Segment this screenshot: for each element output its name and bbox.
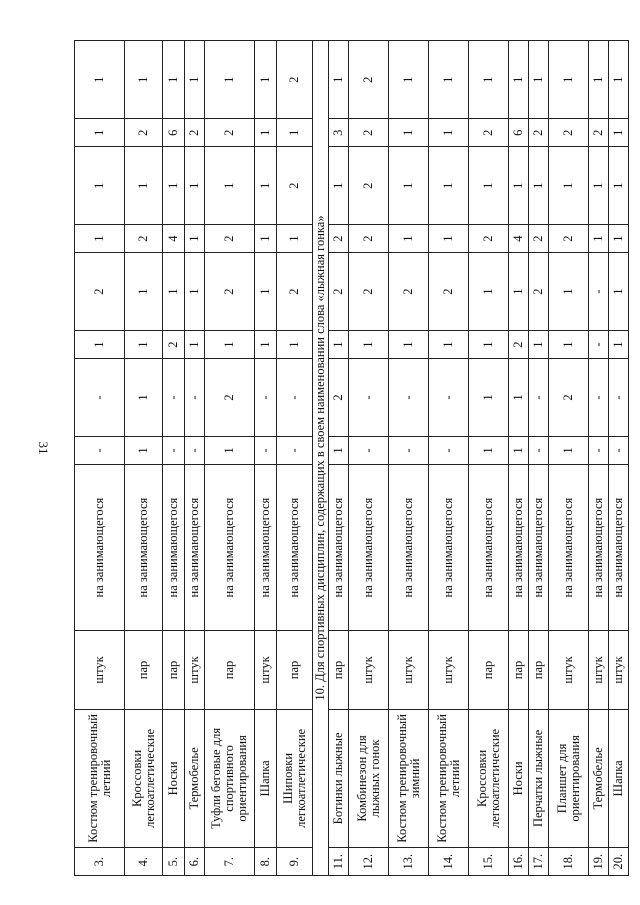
value-cell: 1 xyxy=(549,437,589,465)
value-cell: 1 xyxy=(469,358,509,436)
item-name: Планшет для ориентирования xyxy=(549,709,589,848)
row-number: 9. xyxy=(277,848,313,876)
value-cell: 1 xyxy=(589,225,609,253)
value-cell: 2 xyxy=(389,253,429,331)
value-cell: 1 xyxy=(329,41,349,119)
table-row xyxy=(205,41,255,876)
section-title: 10. Для спортивных дисциплин, содержащих в своем наименовании слова «лыжная гонка» xyxy=(313,41,329,876)
table-row xyxy=(549,41,589,876)
value-cell: 2 xyxy=(469,119,509,147)
item-name: Шапка xyxy=(609,709,629,848)
value-cell: 1 xyxy=(277,331,313,359)
row-number: 3. xyxy=(75,848,125,876)
value-cell: - xyxy=(75,437,125,465)
value-cell: 1 xyxy=(255,147,277,225)
unit: пар xyxy=(125,631,163,709)
purpose: на занимающегося xyxy=(429,464,469,630)
unit: штук xyxy=(349,631,389,709)
value-cell: 2 xyxy=(125,225,163,253)
value-cell: 2 xyxy=(329,225,349,253)
row-number: 18. xyxy=(549,848,589,876)
row-number: 19. xyxy=(589,848,609,876)
purpose: на занимающегося xyxy=(185,464,205,630)
value-cell: 1 xyxy=(389,41,429,119)
table-row xyxy=(429,41,469,876)
item-name: Комбинезон для лыжных гонок xyxy=(349,709,389,848)
value-cell: 2 xyxy=(589,119,609,147)
item-name: Носки xyxy=(509,709,529,848)
value-cell: 1 xyxy=(549,147,589,225)
row-number: 7. xyxy=(205,848,255,876)
row-number: 15. xyxy=(469,848,509,876)
purpose: на занимающегося xyxy=(255,464,277,630)
unit: штук xyxy=(549,631,589,709)
purpose: на занимающегося xyxy=(205,464,255,630)
value-cell: 1 xyxy=(255,41,277,119)
value-cell: - xyxy=(589,437,609,465)
value-cell: 1 xyxy=(509,358,529,436)
value-cell: 1 xyxy=(549,41,589,119)
value-cell: 1 xyxy=(529,147,549,225)
item-name: Шапка xyxy=(255,709,277,848)
value-cell: 2 xyxy=(469,225,509,253)
value-cell: 2 xyxy=(509,331,529,359)
value-cell: 1 xyxy=(469,331,509,359)
value-cell: 2 xyxy=(75,253,125,331)
value-cell: 1 xyxy=(429,331,469,359)
value-cell: 2 xyxy=(529,119,549,147)
purpose: на занимающегося xyxy=(609,464,629,630)
value-cell: - xyxy=(163,437,185,465)
table-row xyxy=(389,41,429,876)
item-name: Костюм тренировочный летний xyxy=(429,709,469,848)
value-cell: - xyxy=(349,358,389,436)
item-name: Ботинки лыжные xyxy=(329,709,349,848)
value-cell: 1 xyxy=(125,147,163,225)
value-cell: 2 xyxy=(205,253,255,331)
item-name: Кроссовки легкоатлетические xyxy=(125,709,163,848)
value-cell: 1 xyxy=(255,119,277,147)
table-row xyxy=(589,41,609,876)
value-cell: 1 xyxy=(329,331,349,359)
row-number: 20. xyxy=(609,848,629,876)
unit: штук xyxy=(75,631,125,709)
value-cell: 1 xyxy=(609,119,629,147)
table-section xyxy=(313,41,329,876)
value-cell: 1 xyxy=(185,147,205,225)
value-cell: 1 xyxy=(75,119,125,147)
table-body-bottom xyxy=(329,41,629,876)
value-cell: - xyxy=(429,437,469,465)
table-row xyxy=(529,41,549,876)
value-cell: - xyxy=(277,358,313,436)
value-cell: 1 xyxy=(429,225,469,253)
purpose: на занимающегося xyxy=(125,464,163,630)
value-cell: 2 xyxy=(349,119,389,147)
table-row xyxy=(75,41,125,876)
unit: пар xyxy=(277,631,313,709)
value-cell: - xyxy=(589,358,609,436)
table-row xyxy=(277,41,313,876)
value-cell: 6 xyxy=(163,119,185,147)
table-row xyxy=(329,41,349,876)
value-cell: 4 xyxy=(163,225,185,253)
value-cell: - xyxy=(163,358,185,436)
value-cell: 2 xyxy=(277,253,313,331)
value-cell: - xyxy=(609,437,629,465)
value-cell: 1 xyxy=(205,147,255,225)
value-cell: - xyxy=(589,331,609,359)
purpose: на занимающегося xyxy=(469,464,509,630)
value-cell: - xyxy=(75,358,125,436)
item-name: Шиповки легкоатлетические xyxy=(277,709,313,848)
value-cell: 1 xyxy=(277,225,313,253)
value-cell: 1 xyxy=(529,331,549,359)
value-cell: 1 xyxy=(609,41,629,119)
row-number: 13. xyxy=(389,848,429,876)
value-cell: 1 xyxy=(509,41,529,119)
page-number: 31 xyxy=(36,441,51,455)
table-row xyxy=(509,41,529,876)
item-name: Носки xyxy=(163,709,185,848)
row-number: 14. xyxy=(429,848,469,876)
value-cell: 1 xyxy=(125,253,163,331)
unit: пар xyxy=(329,631,349,709)
value-cell: 1 xyxy=(125,331,163,359)
value-cell: 2 xyxy=(205,358,255,436)
value-cell: 2 xyxy=(205,225,255,253)
unit: штук xyxy=(589,631,609,709)
value-cell: 2 xyxy=(329,253,349,331)
row-number: 5. xyxy=(163,848,185,876)
unit: пар xyxy=(529,631,549,709)
value-cell: 1 xyxy=(163,41,185,119)
row-number: 11. xyxy=(329,848,349,876)
item-name: Костюм тренировочный летний xyxy=(75,709,125,848)
value-cell: 1 xyxy=(469,41,509,119)
value-cell: - xyxy=(529,437,549,465)
value-cell: 2 xyxy=(205,119,255,147)
unit: штук xyxy=(609,631,629,709)
value-cell: - xyxy=(589,253,609,331)
value-cell: 2 xyxy=(185,119,205,147)
unit: пар xyxy=(509,631,529,709)
purpose: на занимающегося xyxy=(589,464,609,630)
value-cell: 2 xyxy=(277,147,313,225)
table-row xyxy=(255,41,277,876)
value-cell: 1 xyxy=(549,331,589,359)
value-cell: 2 xyxy=(349,147,389,225)
purpose: на занимающегося xyxy=(329,464,349,630)
purpose: на занимающегося xyxy=(549,464,589,630)
value-cell: 1 xyxy=(529,41,549,119)
value-cell: 2 xyxy=(349,41,389,119)
purpose: на занимающегося xyxy=(75,464,125,630)
table-row xyxy=(469,41,509,876)
purpose: на занимающегося xyxy=(389,464,429,630)
value-cell: 1 xyxy=(163,253,185,331)
value-cell: 1 xyxy=(255,253,277,331)
value-cell: 1 xyxy=(589,41,609,119)
value-cell: - xyxy=(389,358,429,436)
value-cell: 1 xyxy=(389,225,429,253)
row-number: 16. xyxy=(509,848,529,876)
value-cell: 4 xyxy=(509,225,529,253)
value-cell: 2 xyxy=(529,225,549,253)
value-cell: 1 xyxy=(429,119,469,147)
item-name: Туфли беговые для спортивного ориентирования xyxy=(205,709,255,848)
value-cell: 1 xyxy=(589,147,609,225)
unit: штук xyxy=(255,631,277,709)
value-cell: 1 xyxy=(469,253,509,331)
value-cell: 1 xyxy=(205,331,255,359)
value-cell: - xyxy=(389,437,429,465)
value-cell: 1 xyxy=(389,147,429,225)
item-name: Перчатки лыжные xyxy=(529,709,549,848)
unit: штук xyxy=(185,631,205,709)
value-cell: 1 xyxy=(509,437,529,465)
value-cell: 1 xyxy=(75,147,125,225)
value-cell: - xyxy=(255,358,277,436)
row-number: 4. xyxy=(125,848,163,876)
value-cell: 1 xyxy=(429,147,469,225)
value-cell: - xyxy=(529,358,549,436)
value-cell: 1 xyxy=(205,437,255,465)
row-number: 12. xyxy=(349,848,389,876)
purpose: на занимающегося xyxy=(529,464,549,630)
item-name: Термобелье xyxy=(185,709,205,848)
value-cell: 3 xyxy=(329,119,349,147)
item-name: Термобелье xyxy=(589,709,609,848)
value-cell: 1 xyxy=(185,41,205,119)
value-cell: - xyxy=(429,358,469,436)
purpose: на занимающегося xyxy=(509,464,529,630)
value-cell: - xyxy=(609,358,629,436)
value-cell: 1 xyxy=(429,41,469,119)
value-cell: 1 xyxy=(509,147,529,225)
unit: штук xyxy=(389,631,429,709)
purpose: на занимающегося xyxy=(277,464,313,630)
value-cell: 2 xyxy=(549,119,589,147)
value-cell: 1 xyxy=(125,437,163,465)
value-cell: 2 xyxy=(349,253,389,331)
value-cell: 1 xyxy=(163,147,185,225)
value-cell: - xyxy=(185,358,205,436)
value-cell: 2 xyxy=(549,358,589,436)
value-cell: 1 xyxy=(75,225,125,253)
item-name: Кроссовки легкоатлетические xyxy=(469,709,509,848)
value-cell: 2 xyxy=(125,119,163,147)
table-row xyxy=(125,41,163,876)
value-cell: 1 xyxy=(469,147,509,225)
row-number: 17. xyxy=(529,848,549,876)
unit: пар xyxy=(469,631,509,709)
value-cell: 1 xyxy=(469,437,509,465)
value-cell: 1 xyxy=(349,331,389,359)
table-row xyxy=(185,41,205,876)
value-cell: 2 xyxy=(549,225,589,253)
value-cell: 2 xyxy=(529,253,549,331)
value-cell: - xyxy=(255,437,277,465)
value-cell: 1 xyxy=(255,225,277,253)
row-number: 6. xyxy=(185,848,205,876)
purpose: на занимающегося xyxy=(163,464,185,630)
unit: пар xyxy=(205,631,255,709)
value-cell: 1 xyxy=(549,253,589,331)
table-row xyxy=(163,41,185,876)
value-cell: 1 xyxy=(389,331,429,359)
value-cell: 1 xyxy=(125,41,163,119)
value-cell: 1 xyxy=(255,331,277,359)
value-cell: 1 xyxy=(185,253,205,331)
value-cell: 1 xyxy=(75,331,125,359)
value-cell: 1 xyxy=(389,119,429,147)
value-cell: 2 xyxy=(277,41,313,119)
value-cell: 6 xyxy=(509,119,529,147)
value-cell: 1 xyxy=(185,331,205,359)
table-row xyxy=(609,41,629,876)
value-cell: 1 xyxy=(185,225,205,253)
value-cell: 1 xyxy=(125,358,163,436)
value-cell: 1 xyxy=(509,253,529,331)
value-cell: - xyxy=(349,437,389,465)
value-cell: 1 xyxy=(329,147,349,225)
purpose: на занимающегося xyxy=(349,464,389,630)
value-cell: 2 xyxy=(429,253,469,331)
row-number: 8. xyxy=(255,848,277,876)
value-cell: - xyxy=(185,437,205,465)
equipment-table xyxy=(74,40,629,876)
value-cell: 2 xyxy=(349,225,389,253)
value-cell: 1 xyxy=(609,147,629,225)
value-cell: 2 xyxy=(329,358,349,436)
unit: пар xyxy=(163,631,185,709)
value-cell: 1 xyxy=(277,119,313,147)
value-cell: - xyxy=(277,437,313,465)
value-cell: 2 xyxy=(163,331,185,359)
item-name: Костюм тренировочный зимний xyxy=(389,709,429,848)
value-cell: 1 xyxy=(609,331,629,359)
value-cell: 1 xyxy=(609,253,629,331)
table-body-top xyxy=(75,41,313,876)
value-cell: 1 xyxy=(329,437,349,465)
unit: штук xyxy=(429,631,469,709)
value-cell: 1 xyxy=(75,41,125,119)
value-cell: 1 xyxy=(205,41,255,119)
value-cell: 1 xyxy=(609,225,629,253)
table-row xyxy=(349,41,389,876)
